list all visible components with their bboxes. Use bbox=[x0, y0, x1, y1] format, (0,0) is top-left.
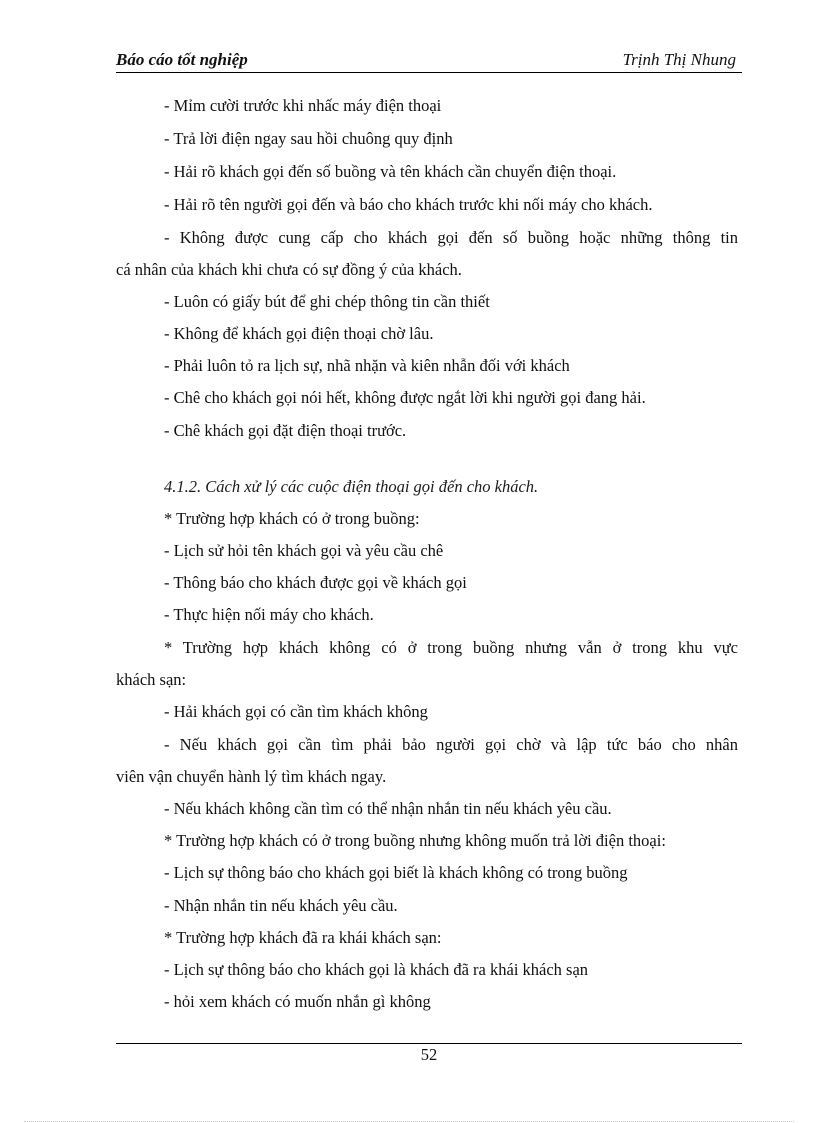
body-line: * Trường hợp khách không có ở trong buồng nhưng vẫn ở trong khu vực bbox=[164, 638, 738, 657]
body-line: - Không được cung cấp cho khách gọi đến số buồng hoặc những thông tin bbox=[164, 228, 738, 247]
body-line: cá nhân của khách khi chưa có sự đồng ý của khách. bbox=[116, 260, 462, 279]
page-edge-dotted-line bbox=[24, 1121, 794, 1122]
header-report-title: Báo cáo tốt nghiệp bbox=[116, 50, 248, 69]
body-line: - Hải khách gọi có cần tìm khách không bbox=[164, 702, 428, 721]
body-line: - Nếu khách gọi cần tìm phải bảo người gọi chờ và lập tức báo cho nhân bbox=[164, 735, 738, 754]
page-number: 52 bbox=[420, 1045, 438, 1064]
body-line: - hỏi xem khách có muốn nhắn gì không bbox=[164, 992, 431, 1011]
body-line: * Trường hợp khách đã ra khái khách sạn: bbox=[164, 928, 442, 947]
body-line: - Hải rõ tên người gọi đến và báo cho khách trước khi nối máy cho khách. bbox=[164, 195, 653, 214]
body-line: - Thông báo cho khách được gọi về khách gọi bbox=[164, 573, 467, 592]
body-line: - Trả lời điện ngay sau hồi chuông quy định bbox=[164, 129, 453, 148]
body-line: - Hải rõ khách gọi đến số buồng và tên khách cần chuyển điện thoại. bbox=[164, 162, 617, 181]
body-line: - Phải luôn tỏ ra lịch sự, nhã nhặn và kiên nhẫn đối với khách bbox=[164, 356, 570, 375]
body-line: - Nhận nhắn tin nếu khách yêu cầu. bbox=[164, 896, 398, 915]
body-line: - Lịch sự thông báo cho khách gọi biết là khách không có trong buồng bbox=[164, 863, 628, 882]
body-line: khách sạn: bbox=[116, 670, 187, 689]
body-line: - Mỉm cười trước khi nhấc máy điện thoại bbox=[164, 96, 442, 115]
body-line: - Lịch sự thông báo cho khách gọi là khách đã ra khái khách sạn bbox=[164, 960, 589, 979]
header-author-name: Trịnh Thị Nhung bbox=[622, 50, 736, 69]
section-heading: 4.1.2. Cách xử lý các cuộc điện thoại gọi đến cho khách. bbox=[164, 477, 539, 496]
body-line: - Chê khách gọi đặt điện thoại trước. bbox=[164, 421, 407, 440]
body-line: - Không để khách gọi điện thoại chờ lâu. bbox=[164, 324, 434, 343]
body-line: - Luôn có giấy bút để ghi chép thông tin cần thiết bbox=[164, 292, 490, 311]
body-line: * Trường hợp khách có ở trong buồng: bbox=[164, 509, 420, 528]
body-line: - Nếu khách không cần tìm có thể nhận nhắn tin nếu khách yêu cầu. bbox=[164, 799, 612, 818]
body-line: - Thực hiện nối máy cho khách. bbox=[164, 605, 374, 624]
footer-rule bbox=[116, 1043, 742, 1044]
body-line: - Lịch sử hỏi tên khách gọi và yêu cầu chê bbox=[164, 541, 444, 560]
page-header bbox=[116, 48, 742, 73]
body-line: - Chê cho khách gọi nói hết, không được ngắt lời khi người gọi đang hải. bbox=[164, 388, 646, 407]
body-line: viên vận chuyển hành lý tìm khách ngay. bbox=[116, 767, 387, 786]
body-line: * Trường hợp khách có ở trong buồng nhưng không muốn trả lời điện thoại: bbox=[164, 831, 666, 850]
